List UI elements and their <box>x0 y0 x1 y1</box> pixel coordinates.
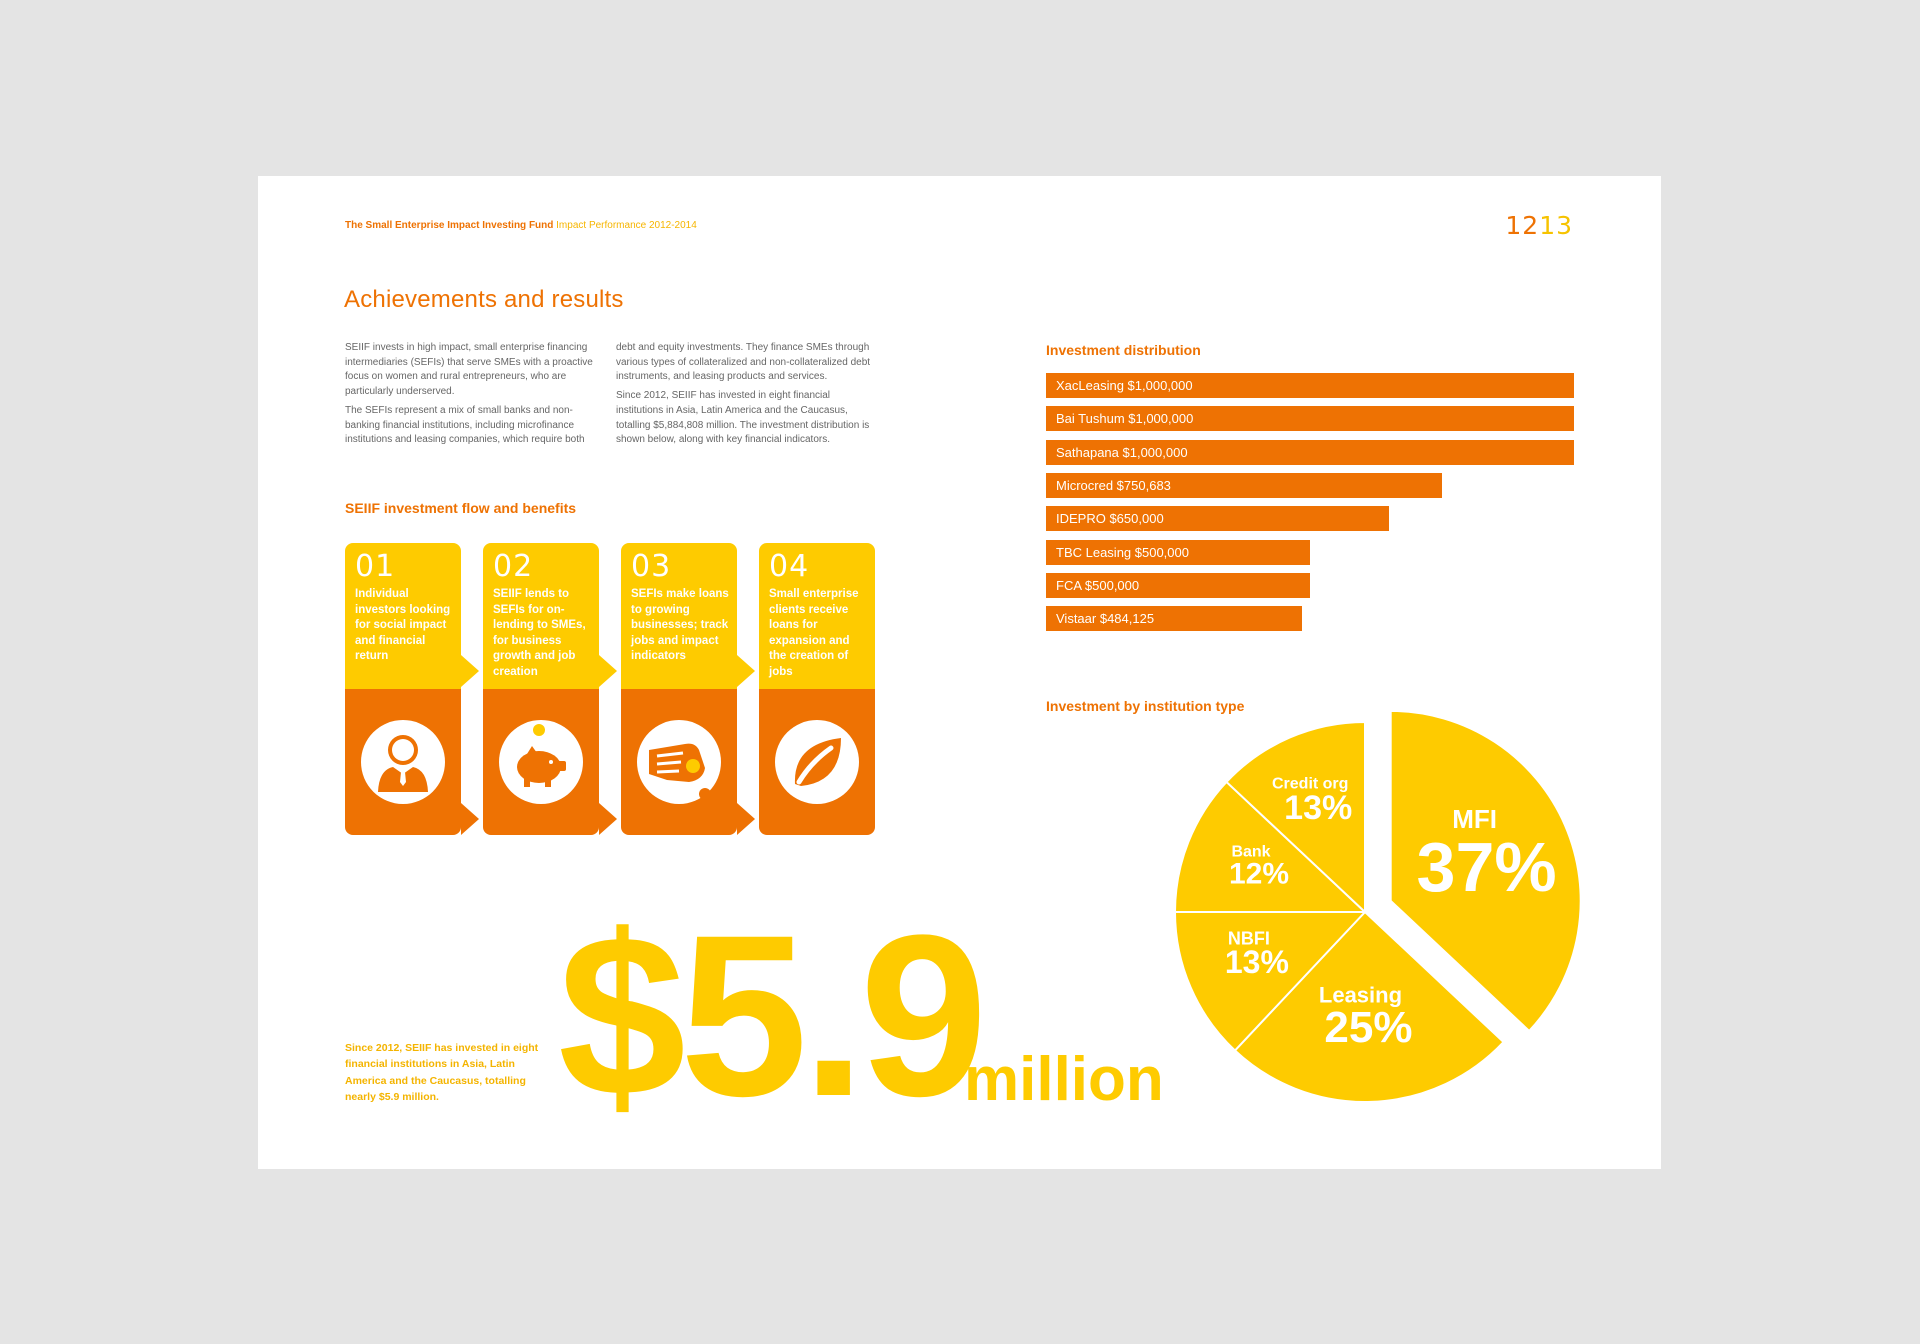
report-name: Impact Performance 2012-2014 <box>553 220 697 231</box>
pie-label-value: 25% <box>1324 1002 1413 1052</box>
page-title: Achievements and results <box>344 286 624 313</box>
bar-xacleasing: XacLeasing $1,000,000 <box>1046 373 1574 398</box>
flow-step-text: Small enterprise clients receive loans for expansion and the creation of jobs <box>769 588 859 678</box>
flow-step-number: 03 <box>631 549 672 584</box>
page-numbers <box>1505 211 1573 240</box>
headline-amount: $5.9 <box>558 887 982 1144</box>
hand-coin-icon <box>637 720 721 804</box>
pie-label-name: Bank <box>1231 843 1271 861</box>
body-paragraph: SEIIF invests in high impact, small enterprise financing intermediaries (SEFIs) that serve SMEs with a proactive focus on women and rural entrepreneurs, who are particularly underserved. <box>345 342 593 398</box>
leaf-icon <box>775 720 859 804</box>
flow-step <box>621 543 737 835</box>
flow-step-number: 02 <box>493 549 534 584</box>
body-column-1 <box>345 341 600 452</box>
bar-sathapana: Sathapana $1,000,000 <box>1046 440 1574 465</box>
report-page <box>258 176 1661 1169</box>
highlight-note: Since 2012, SEIIF has invested in eight financial institutions in Asia, Latin America and the Caucasus, totalling nearly $5.9 million. <box>345 1042 539 1103</box>
pie-chart-title: Investment by institution type <box>1046 698 1245 714</box>
pie-label-value: 37% <box>1416 827 1557 906</box>
page-number-right: 13 <box>1539 211 1573 240</box>
pie-label-name: MFI <box>1452 803 1497 834</box>
flow-step <box>345 543 461 835</box>
pie-label-value: 13% <box>1284 789 1353 828</box>
bar-idepro: IDEPRO $650,000 <box>1046 506 1389 531</box>
body-paragraph: debt and equity investments. They finance SMEs through various types of collateralized and non-collateralized debt instruments, and leasing products and services. <box>616 342 871 383</box>
bar-chart-title: Investment distribution <box>1046 342 1201 358</box>
flow-step <box>759 543 875 835</box>
flow-step <box>483 543 599 835</box>
flow-arrow <box>461 803 479 835</box>
flow-heading: SEIIF investment flow and benefits <box>345 500 577 516</box>
bar-vistaar: Vistaar $484,125 <box>1046 606 1302 631</box>
flow-arrow <box>599 803 617 835</box>
flow-step-number: 04 <box>769 549 810 584</box>
institution-pie-chart <box>1150 666 1661 1166</box>
pie-label-name: Leasing <box>1318 982 1403 1008</box>
flow-arrow <box>737 803 755 835</box>
fund-name: The Small Enterprise Impact Investing Fund <box>345 220 554 231</box>
flow-step-text: SEIIF lends to SEFIs for on-lending to SMEs, for business growth and job creation <box>493 588 586 678</box>
investor-icon <box>361 720 445 804</box>
flow-arrow <box>599 655 617 687</box>
running-header <box>345 220 697 231</box>
bar-fca: FCA $500,000 <box>1046 573 1310 598</box>
body-paragraph: The SEFIs represent a mix of small banks and non-banking financial institutions, including microfinance institutions and leasing companies, which require both <box>345 404 585 446</box>
page-number-left: 12 <box>1505 211 1540 240</box>
flow-step-text: Individual investors looking for social impact and financial return <box>355 588 451 662</box>
bar-bai-tushum: Bai Tushum $1,000,000 <box>1046 406 1574 431</box>
flow-arrow <box>461 655 479 687</box>
headline-unit: million <box>964 1045 1164 1114</box>
bar-tbc-leasing: TBC Leasing $500,000 <box>1046 540 1310 565</box>
flow-step-number: 01 <box>355 549 396 584</box>
piggy-bank-icon <box>499 720 583 804</box>
pie-label-value: 12% <box>1228 857 1290 891</box>
body-column-2 <box>616 341 871 452</box>
pie-label-name: Credit org <box>1271 775 1349 793</box>
bar-microcred: Microcred $750,683 <box>1046 473 1442 498</box>
pie-label-value: 13% <box>1224 944 1289 981</box>
flow-arrow <box>737 655 755 687</box>
flow-step-text: SEFIs make loans to growing businesses; track jobs and impact indicators <box>631 588 729 662</box>
body-paragraph: Since 2012, SEIIF has invested in eight financial institutions in Asia, Latin America and the Caucasus, totalling $5,884,808 million. The investment distribution is shown below, along with key financial indicators. <box>616 390 870 446</box>
pie-label-name: NBFI <box>1227 928 1270 949</box>
